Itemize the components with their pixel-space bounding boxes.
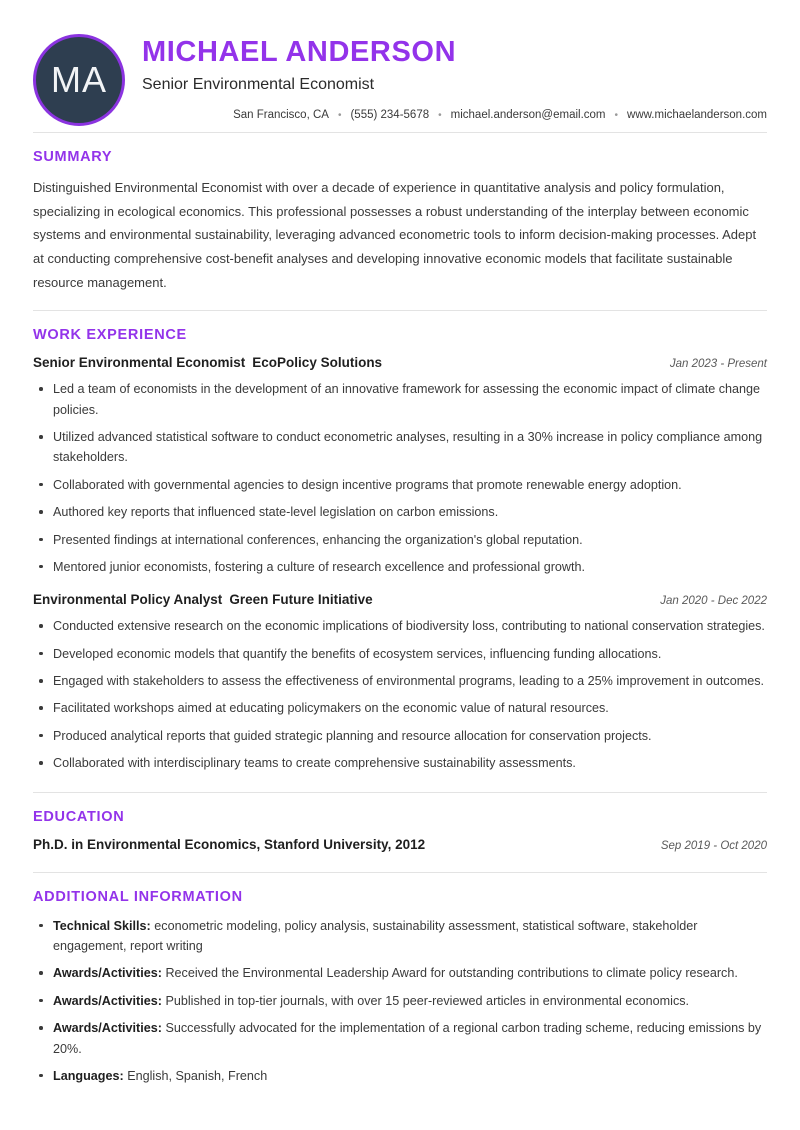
work-entry-head bbox=[33, 591, 767, 609]
contact-phone[interactable]: (555) 234-5678 bbox=[350, 108, 430, 121]
header-job-title: Senior Environmental Economist bbox=[142, 76, 375, 94]
item-label: Awards/Activities: bbox=[53, 993, 162, 1008]
contact-separator-icon: • bbox=[614, 109, 619, 121]
contact-row bbox=[142, 108, 767, 123]
summary-body bbox=[33, 176, 767, 310]
section-title-additional-information: ADDITIONAL INFORMATION bbox=[33, 888, 243, 905]
education-entry-head bbox=[33, 836, 767, 854]
item-text: Received the Environmental Leadership Award for outstanding contributions to climate policy research. bbox=[165, 966, 738, 981]
additional-information-body bbox=[33, 916, 767, 1101]
list-item: Engaged with stakeholders to assess the effectiveness of environmental programs, leading to a 25% improvement in outcomes. bbox=[33, 671, 767, 691]
work-entry-heading bbox=[33, 591, 387, 609]
list-item: Facilitated workshops aimed at educating policymakers on the economic value of natural resources. bbox=[33, 698, 767, 718]
list-item: Mentored junior economists, fostering a culture of research excellence and professional growth. bbox=[33, 557, 767, 577]
work-entry-date: Jan 2020 - Dec 2022 bbox=[660, 595, 767, 608]
work-entry bbox=[33, 354, 767, 577]
list-item bbox=[33, 916, 767, 957]
work-entry-head bbox=[33, 354, 767, 372]
contact-separator-icon: • bbox=[337, 109, 342, 121]
section-education bbox=[33, 793, 767, 872]
item-text: econometric modeling, policy analysis, sustainability assessment, statistical software, stakeholder engagement, report writing bbox=[53, 918, 698, 953]
education-degree: Ph.D. in Environmental Economics, Stanford University, 2012 bbox=[33, 836, 426, 852]
education-body bbox=[33, 836, 767, 872]
work-entry-date: Jan 2023 - Present bbox=[669, 358, 767, 371]
list-item: Collaborated with interdisciplinary teams to create comprehensive sustainability assessments. bbox=[33, 753, 767, 773]
item-label: Awards/Activities: bbox=[53, 1021, 162, 1036]
work-entry-company: EcoPolicy Solutions bbox=[252, 355, 383, 371]
list-item: Collaborated with governmental agencies to design incentive programs that promote renewable energy adoption. bbox=[33, 475, 767, 495]
item-text: English, Spanish, French bbox=[127, 1068, 268, 1083]
list-item: Produced analytical reports that guided strategic planning and resource allocation for conservation projects. bbox=[33, 726, 767, 746]
list-item: Conducted extensive research on the economic implications of biodiversity loss, contributing to national conservation strategies. bbox=[33, 616, 767, 636]
section-summary bbox=[33, 133, 767, 310]
list-item: Authored key reports that influenced state-level legislation on carbon emissions. bbox=[33, 502, 767, 522]
work-entry-bullets bbox=[33, 379, 767, 577]
item-text: Successfully advocated for the implementation of a regional carbon trading scheme, reducing emissions by 20%. bbox=[53, 1021, 762, 1056]
page-title: MICHAEL ANDERSON bbox=[142, 36, 457, 68]
contact-location: San Francisco, CA bbox=[233, 108, 329, 121]
list-item bbox=[33, 1018, 767, 1059]
list-item bbox=[33, 991, 767, 1011]
work-entry-bullets bbox=[33, 616, 767, 773]
summary-text: Distinguished Environmental Economist with over a decade of experience in quantitative analysis and policy formulation, specializing in ecological economics. This professional possesses a robust understanding of the interplay between economic systems and environmental sustainability, leveraging advanced econometric tools to inform decision-making processes. Adept at conducting comprehensive cost-benefit analyses and developing innovative economic models that facilitate sustainable resource management. bbox=[33, 180, 757, 290]
additional-information-list bbox=[33, 916, 767, 1087]
education-entry bbox=[33, 836, 767, 854]
work-entry-role: Senior Environmental Economist bbox=[33, 355, 246, 371]
resume-header bbox=[33, 0, 767, 132]
work-entry-heading bbox=[33, 354, 396, 372]
list-item: Developed economic models that quantify the benefits of ecosystem services, influencing funding allocations. bbox=[33, 644, 767, 664]
list-item bbox=[33, 963, 767, 983]
contact-email[interactable]: michael.anderson@email.com bbox=[450, 108, 606, 121]
item-text: Published in top-tier journals, with over 15 peer-reviewed articles in environmental economics. bbox=[165, 993, 690, 1008]
item-label: Technical Skills: bbox=[53, 918, 151, 933]
item-label: Awards/Activities: bbox=[53, 966, 162, 981]
work-experience-body bbox=[33, 354, 767, 791]
header-text-block bbox=[142, 32, 767, 122]
section-additional-information bbox=[33, 873, 767, 1101]
item-label: Languages: bbox=[53, 1068, 124, 1083]
avatar bbox=[33, 34, 125, 126]
list-item: Led a team of economists in the development of an innovative framework for assessing the economic impact of climate change policies. bbox=[33, 379, 767, 420]
avatar-initials: MA bbox=[51, 59, 107, 100]
education-entry-date: Sep 2019 - Oct 2020 bbox=[660, 839, 767, 852]
contact-website[interactable]: www.michaelanderson.com bbox=[627, 108, 767, 121]
list-item: Utilized advanced statistical software to conduct econometric analyses, resulting in a 30% increase in policy compliance among stakeholders. bbox=[33, 427, 767, 468]
list-item: Presented findings at international conferences, enhancing the organization's global reputation. bbox=[33, 530, 767, 550]
work-entry-company: Green Future Initiative bbox=[229, 592, 373, 608]
section-work-experience bbox=[33, 311, 767, 791]
work-entry-role: Environmental Policy Analyst bbox=[33, 592, 223, 608]
section-title-summary: SUMMARY bbox=[33, 149, 113, 165]
section-title-education: EDUCATION bbox=[33, 808, 125, 825]
contact-separator-icon: • bbox=[438, 109, 442, 121]
section-title-work-experience: WORK EXPERIENCE bbox=[33, 327, 187, 344]
list-item bbox=[33, 1066, 767, 1086]
work-entry bbox=[33, 591, 767, 773]
